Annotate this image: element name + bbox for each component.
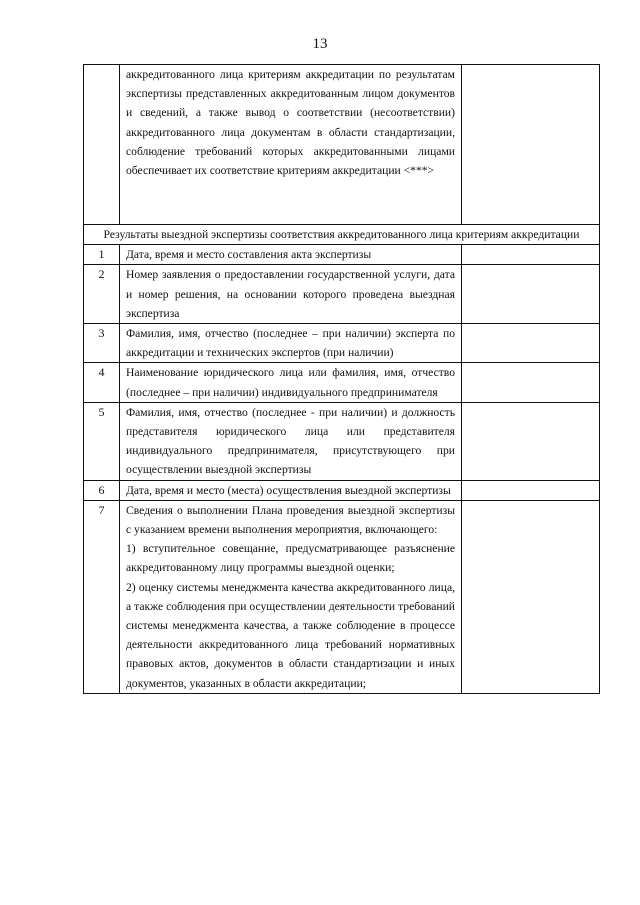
row-value-cell — [462, 480, 600, 500]
row-number: 2 — [84, 265, 120, 324]
row-number: 4 — [84, 363, 120, 402]
table-row — [84, 265, 600, 324]
section-header: Результаты выездной экспертизы соответствия аккредитованного лица критериям аккредитации — [84, 225, 600, 245]
table-row-continuation — [84, 65, 600, 225]
table-row — [84, 363, 600, 402]
row-intro-text: Сведения о выполнении Плана проведения выездной экспертизы с указанием времени выполнения мероприятия, включающего: — [126, 503, 455, 537]
row-text: Номер заявления о предоставлении государственной услуги, дата и номер решения, на основании которого проведена выездная экспертиза — [120, 265, 462, 324]
row-number: 6 — [84, 480, 120, 500]
row-number: 5 — [84, 402, 120, 480]
table-row — [84, 245, 600, 265]
row-value-cell — [462, 265, 600, 324]
row-value-cell — [462, 324, 600, 363]
row-text: Дата, время и место (места) осуществления выездной экспертизы — [120, 480, 462, 500]
list-item: 2) оценку системы менеджмента качества аккредитованного лица, а также соблюдения при осуществлении деятельности требований системы менеджмента качества, а также соблюдение в процессе деятельности аккредитованного лица требований нормативных правовых актов, документов в области стандартизации и иных документов, указанных в области аккредитации; — [126, 580, 455, 690]
table-row — [84, 324, 600, 363]
row-value-cell — [462, 402, 600, 480]
row-text: Фамилия, имя, отчество (последнее - при наличии) и должность представителя юридического лица или представителя индивидуального предпринимателя, присутствующего при осуществлении выездной экспертизы — [120, 402, 462, 480]
row-text-cell: аккредитованного лица критериям аккредитации по результатам экспертизы представленных аккредитованным лицом документов и сведений, а также вывод о соответствии (несоответствии) аккредитованного лица документам в области стандартизации, соблюдение требований которых аккредитованными лицами обеспечивает их соответствие критериям аккредитации <***> — [120, 65, 462, 225]
row-number-cell — [84, 65, 120, 225]
table-row — [84, 402, 600, 480]
row-value-cell — [462, 500, 600, 693]
row-number: 1 — [84, 245, 120, 265]
row-text: Наименование юридического лица или фамилия, имя, отчество (последнее – при наличии) индивидуального предпринимателя — [120, 363, 462, 402]
page-number: 13 — [312, 36, 328, 52]
row-text: Фамилия, имя, отчество (последнее – при наличии) эксперта по аккредитации и технических экспертов (при наличии) — [120, 324, 462, 363]
table-row-section-header — [84, 225, 600, 245]
row-number: 7 — [84, 500, 120, 693]
row-text: Дата, время и место составления акта экспертизы — [120, 245, 462, 265]
list-item: 1) вступительное совещание, предусматривающее разъяснение аккредитованному лицу программы выездной оценки; — [126, 542, 455, 575]
row-text — [120, 500, 462, 693]
row-number: 3 — [84, 324, 120, 363]
expertise-act-table — [83, 64, 600, 694]
row-value-cell — [462, 65, 600, 225]
row-value-cell — [462, 245, 600, 265]
table-row — [84, 500, 600, 693]
table-row — [84, 480, 600, 500]
row-value-cell — [462, 363, 600, 402]
